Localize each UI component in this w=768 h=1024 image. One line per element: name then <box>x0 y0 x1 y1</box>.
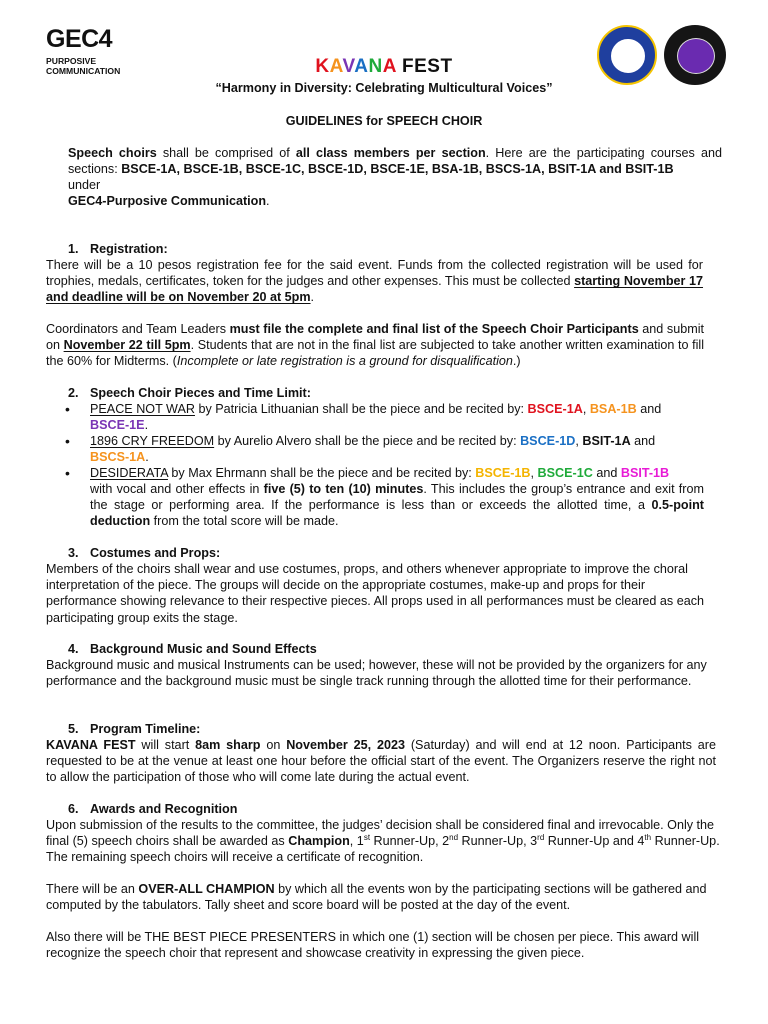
page-title <box>0 56 768 78</box>
piece-title: PEACE NOT WAR <box>90 402 195 416</box>
intro-text: . Here are the participating courses and sections: <box>68 146 723 177</box>
deduction: 0.5-point deduction <box>90 498 704 529</box>
italic-note: Incomplete or late registration is a ground for disqualification <box>176 354 513 369</box>
section-title: Costumes and Props: <box>90 546 221 560</box>
ordinal: th <box>644 833 652 843</box>
text: , 1 <box>349 834 364 849</box>
deadline-text: starting November 17 and deadline will be on November 20 at 5pm <box>46 274 704 305</box>
text: by Patricia Lithuanian shall be the piece and be recited by: <box>194 402 528 416</box>
text: , <box>575 434 583 448</box>
piece-item-3-line <box>90 465 704 481</box>
piece-item-3-details <box>90 481 704 530</box>
text: . <box>145 450 149 465</box>
brand-subtitle-1: PURPOSIVE <box>46 56 97 66</box>
bullet-icon: • <box>65 401 70 417</box>
text: by Aurelio Alvero shall be the piece and be recited by: <box>214 434 521 448</box>
text: on <box>260 738 287 752</box>
title-letter: A <box>354 56 369 77</box>
section-3-body: Members of the choirs shall wear and use costumes, props, and others whenever appropriate to improve the choral interpretation of the piece. The groups will decide on the appropriate costumes, make-up and props for their performance showing relevance to their respective pieces. All props used in all performances must be cleared as each participating group exits the stage. <box>46 562 705 625</box>
period: . <box>266 194 270 208</box>
section-2-heading <box>68 385 311 401</box>
section-3-heading <box>68 545 220 561</box>
section-tag: BSCE-1E <box>90 418 145 433</box>
text: and submit on <box>46 322 705 353</box>
text: , <box>582 402 590 416</box>
section-tag: BSCE-1A <box>527 402 583 416</box>
title-fest: FEST <box>396 56 453 77</box>
section-title: Awards and Recognition <box>90 802 238 816</box>
guidelines-heading: GUIDELINES for SPEECH CHOIR <box>285 114 483 128</box>
text: . Students that are not in the final list are subjected to take another written examination to fill the 60% for Midterms. ( <box>46 338 704 369</box>
piece-item-1 <box>90 401 710 433</box>
section-6-paragraph-3: Also there will be THE BEST PIECE PRESENTERS in which one (1) section will be chosen per piece. This award will recognize the speech choir that represent and showcase creativity in expressing the given piece. <box>46 930 700 961</box>
text: Upon submission of the results to the committee, the judges’ decision shall be considered final and irrevocable. Only the final (5) speech choirs shall be awarded as <box>46 818 715 849</box>
text: Runner-Up. The remaining speech choirs will receive a certificate of recognition. <box>46 834 720 865</box>
bullet-icon: • <box>65 465 70 481</box>
section-1-paragraph-2 <box>46 321 704 370</box>
text: Runner-Up, 2 <box>370 834 450 849</box>
section-number: 6. <box>68 802 79 816</box>
text: by which all the events won by the participating sections will be gathered and computed by the tabulators. Tally sheet and score board will be posted at the day of the event. <box>46 882 707 913</box>
text: Runner-Up, 3 <box>458 834 538 849</box>
overall-champion: OVER-ALL CHAMPION <box>138 882 275 896</box>
section-1-heading <box>68 241 168 257</box>
section-6-heading <box>68 801 237 817</box>
title-letter: N <box>368 56 383 77</box>
section-tag: BSCS-1A <box>90 450 146 465</box>
start-time: 8am sharp <box>195 738 261 752</box>
intro-bold: Speech choirs <box>68 146 157 160</box>
text: . <box>310 290 315 305</box>
text: There will be an <box>46 882 139 896</box>
text: and <box>636 402 662 416</box>
section-4-body: Background music and musical Instruments can be used; however, these will not be provided by the organizers for any performance and the background music must be single track running through the allotted time for their performance. <box>46 658 707 689</box>
section-number: 4. <box>68 642 79 656</box>
title-letter: K <box>315 56 330 77</box>
intro-course-line <box>68 193 270 209</box>
title-letter: V <box>342 56 355 77</box>
text: by Max Ehrmann shall be the piece and be recited by: <box>167 466 476 480</box>
title-letter: A <box>382 56 397 77</box>
intro-under: under <box>68 178 101 192</box>
section-number: 3. <box>68 546 79 560</box>
course-list: BSCE-1A, BSCE-1B, BSCE-1C, BSCE-1D, BSCE-1E, BSA-1B, BSCS-1A, BSIT-1A and BSIT-1B <box>121 162 674 177</box>
text: There will be a 10 pesos registration fee for the said event. Funds from the collected registration will be used for trophies, medals, certificates, token for the judges and other expenses. This must be collected <box>46 258 703 289</box>
brand-title: GEC4 <box>46 25 113 53</box>
text: Coordinators and Team Leaders <box>46 322 230 336</box>
section-title: Background Music and Sound Effects <box>90 642 317 656</box>
section-4-heading <box>68 641 317 657</box>
text: , <box>530 466 538 480</box>
section-6-paragraph-2 <box>46 881 716 913</box>
section-number: 5. <box>68 722 79 736</box>
section-tag: BSCE-1B <box>475 466 531 480</box>
event-name: KAVANA FEST <box>46 738 136 752</box>
text: and <box>592 466 621 480</box>
piece-title: DESIDERATA <box>90 466 168 480</box>
event-date: November 25, 2023 <box>286 738 406 752</box>
intro-paragraph <box>68 145 722 177</box>
text: (Saturday) and will end at 12 noon. Participants are requested to be at the venue at least one hour before the official start of the event. The Organizers reserve the right not to allow the participation of those who will come late during the actual event. <box>46 738 716 785</box>
section-title: Speech Choir Pieces and Time Limit: <box>90 386 311 400</box>
theme-subtitle: “Harmony in Diversity: Celebrating Multicultural Voices” <box>215 81 553 95</box>
text: Runner-Up and 4 <box>544 834 645 849</box>
text: from the total score will be made. <box>150 514 339 529</box>
piece-item-2 <box>90 433 710 465</box>
section-title: Program Timeline: <box>90 722 201 736</box>
text: and <box>630 434 656 448</box>
section-5-body <box>46 737 716 786</box>
section-tag: BSCE-1D <box>520 434 576 448</box>
section-tag: BSIT-1B <box>620 466 670 480</box>
intro-text: shall be comprised of <box>156 146 296 160</box>
section-5-heading <box>68 721 200 737</box>
piece-title: 1896 CRY FREEDOM <box>90 434 215 448</box>
bullet-icon: • <box>65 433 70 449</box>
text: with vocal and other effects in <box>90 482 264 496</box>
bold-text: must file the complete and final list of the Speech Choir Participants <box>229 322 639 336</box>
ordinal: nd <box>449 833 459 843</box>
section-1-paragraph-1 <box>46 257 703 306</box>
time-limit: five (5) to ten (10) minutes <box>263 482 424 496</box>
section-tag: BSA-1B <box>589 402 637 416</box>
award-champion: Champion <box>288 834 350 849</box>
section-tag: BSIT-1A <box>582 434 631 448</box>
text: .) <box>512 354 521 369</box>
course-name: GEC4-Purposive Communication <box>68 194 267 208</box>
text: will start <box>135 738 196 752</box>
section-title: Registration: <box>90 242 168 256</box>
title-letter: A <box>329 56 343 77</box>
section-number: 2. <box>68 386 79 400</box>
submission-date: November 22 till 5pm <box>63 338 191 353</box>
brand-subtitle-2: COMMUNICATION <box>46 66 121 76</box>
text: . <box>144 418 149 433</box>
text: . This includes the group’s entrance and exit from the stage or performing area. If the performance is less than or exceeds the allotted time, a <box>90 482 704 513</box>
section-6-paragraph-1 <box>46 817 726 866</box>
ordinal: rd <box>537 833 545 843</box>
ordinal: st <box>363 833 371 843</box>
section-number: 1. <box>68 242 79 256</box>
intro-bold: all class members per section <box>295 146 486 160</box>
section-tag: BSCE-1C <box>537 466 593 480</box>
